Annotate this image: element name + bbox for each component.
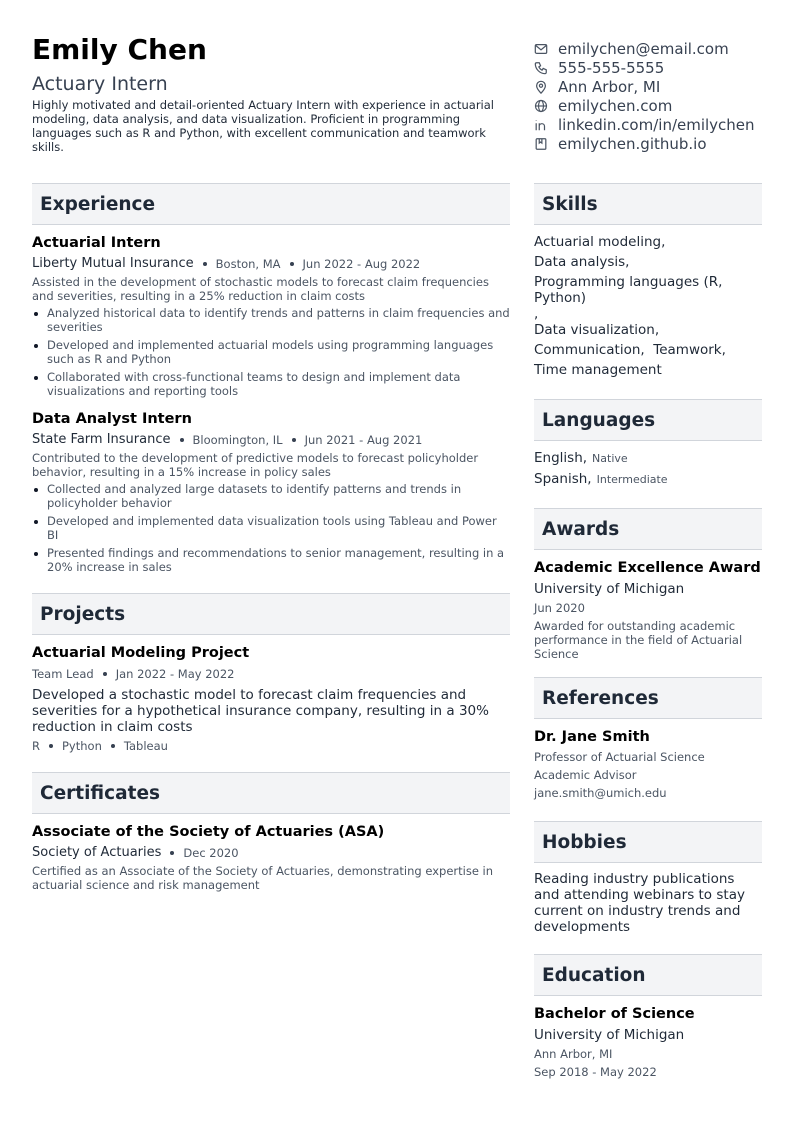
candidate-name: Emily Chen xyxy=(32,33,207,66)
skill-item: Time management xyxy=(534,362,662,378)
company-name: Liberty Mutual Insurance xyxy=(32,256,194,271)
company-name: State Farm Insurance xyxy=(32,432,171,447)
project-description: Developed a stochastic model to forecast claim frequencies and severities for a hypothetical insurance company, resulting in a 30% reduction in claim costs xyxy=(32,687,489,735)
separator-dot xyxy=(292,438,296,442)
section-heading-projects: Projects xyxy=(32,593,510,635)
separator-dot xyxy=(170,851,174,855)
education-dates: Sep 2018 - May 2022 xyxy=(534,1065,657,1079)
skill-item: Programming languages (R, Python) xyxy=(534,274,723,306)
skills-list xyxy=(534,232,762,380)
project-keywords xyxy=(32,739,510,753)
section-heading-references: References xyxy=(534,677,762,719)
job-summary: Contributed to the development of predictive models to forecast policyholder behavior, resulting in a 15% increase in policy sales xyxy=(32,451,479,479)
reference-email[interactable]: jane.smith@umich.edu xyxy=(534,786,667,800)
contact-website[interactable] xyxy=(534,96,774,115)
project-title: Actuarial Modeling Project xyxy=(32,645,250,661)
contact-phone[interactable] xyxy=(534,58,774,77)
phone-icon xyxy=(534,60,550,76)
language-level: Intermediate xyxy=(596,473,668,486)
language-item xyxy=(534,469,762,490)
reference-relation: Academic Advisor xyxy=(534,768,637,782)
main-column xyxy=(32,183,510,892)
experience-entry xyxy=(32,234,510,398)
contact-github-text: emilychen.github.io xyxy=(558,134,707,153)
degree-title: Bachelor of Science xyxy=(534,1006,695,1022)
certificate-issuer: Society of Actuaries xyxy=(32,845,162,860)
section-heading-languages: Languages xyxy=(534,399,762,441)
project-role: Team Lead xyxy=(32,667,94,681)
skill-item: Data visualization, xyxy=(534,322,660,338)
school-location: Ann Arbor, MI xyxy=(534,1047,613,1061)
education-entry xyxy=(534,1005,762,1081)
list-item: Collaborated with cross-functional teams to design and implement data visualizations and reporting tools xyxy=(32,370,510,398)
contact-location-text: Ann Arbor, MI xyxy=(558,77,661,96)
list-item: Collected and analyzed large datasets to identify patterns and trends in policyholder behavior xyxy=(32,482,510,510)
language-name: English, xyxy=(534,450,588,466)
job-location: Boston, MA xyxy=(215,257,281,271)
profile-summary: Highly motivated and detail-oriented Actuary Intern with experience in actuarial modeling, data analysis, and data visualization. Proficient in programming languages such as R and Python, with excellent communication and teamwork skills. xyxy=(32,98,494,154)
list-item: Presented findings and recommendations to senior management, resulting in a 20% increase in sales xyxy=(32,546,510,574)
contact-location xyxy=(534,77,774,96)
section-heading-certificates: Certificates xyxy=(32,772,510,814)
skill-item: Data analysis, xyxy=(534,254,630,270)
job-dates: Jun 2021 - Aug 2021 xyxy=(304,433,423,447)
job-summary: Assisted in the development of stochastic models to forecast claim frequencies and severities, resulting in a 25% reduction in claim costs xyxy=(32,275,489,303)
certificate-meta xyxy=(32,844,510,862)
contact-github[interactable] xyxy=(534,134,774,153)
keyword: Tableau xyxy=(123,739,168,753)
certificate-entry xyxy=(32,823,510,892)
job-title: Actuarial Intern xyxy=(32,235,161,251)
contact-website-text: emilychen.com xyxy=(558,96,673,115)
resume-header xyxy=(32,30,762,160)
sidebar-column xyxy=(534,183,762,1081)
school-name: University of Michigan xyxy=(534,1027,685,1043)
project-entry xyxy=(32,644,510,753)
separator-dot xyxy=(203,262,207,266)
hobbies-text: Reading industry publications and attending webinars to stay current on industry trends and developments xyxy=(534,871,745,935)
award-title: Academic Excellence Award xyxy=(534,560,761,576)
contact-list xyxy=(534,39,774,153)
job-dates: Jun 2022 - Aug 2022 xyxy=(302,257,421,271)
separator-dot xyxy=(111,744,115,748)
award-summary: Awarded for outstanding academic performance in the field of Actuarial Science xyxy=(534,619,743,661)
project-dates: Jan 2022 - May 2022 xyxy=(115,667,235,681)
certificate-summary: Certified as an Associate of the Society of Actuaries, demonstrating expertise in actuarial science and risk management xyxy=(32,864,494,892)
separator-dot xyxy=(49,744,53,748)
map-pin-icon xyxy=(534,79,550,95)
languages-list xyxy=(534,448,762,490)
certificate-date: Dec 2020 xyxy=(183,846,239,860)
language-item xyxy=(534,448,762,469)
reference-name: Dr. Jane Smith xyxy=(534,729,650,745)
separator-dot xyxy=(290,262,294,266)
keyword: R xyxy=(32,739,40,753)
contact-phone-text: 555-555-5555 xyxy=(558,58,665,77)
mail-icon xyxy=(534,41,550,57)
contact-email[interactable] xyxy=(534,39,774,58)
language-level: Native xyxy=(592,452,628,465)
certificate-title: Associate of the Society of Actuaries (ASA) xyxy=(32,824,385,840)
award-awarder: University of Michigan xyxy=(534,581,685,597)
list-item: Analyzed historical data to identify trends and patterns in claim frequencies and severities xyxy=(32,306,510,334)
resume-page xyxy=(32,30,762,1079)
language-name: Spanish, xyxy=(534,471,592,487)
skill-item: Communication, Teamwork, xyxy=(534,342,726,358)
job-highlights xyxy=(32,482,510,574)
job-location: Bloomington, IL xyxy=(192,433,283,447)
section-heading-education: Education xyxy=(534,954,762,996)
award-date: Jun 2020 xyxy=(534,601,585,615)
section-heading-skills: Skills xyxy=(534,183,762,225)
globe-icon xyxy=(534,98,550,114)
keyword: Python xyxy=(62,739,102,753)
bookmark-icon xyxy=(534,136,550,152)
section-heading-experience: Experience xyxy=(32,183,510,225)
reference-entry xyxy=(534,728,762,802)
skill-item: Actuarial modeling, xyxy=(534,234,666,250)
separator-dot xyxy=(103,672,107,676)
contact-email-text: emilychen@email.com xyxy=(558,39,729,58)
job-meta xyxy=(32,255,510,273)
contact-linkedin-text: linkedin.com/in/emilychen xyxy=(558,115,755,134)
award-entry xyxy=(534,559,762,661)
section-heading-awards: Awards xyxy=(534,508,762,550)
experience-entry xyxy=(32,410,510,574)
project-meta xyxy=(32,665,510,683)
separator-dot xyxy=(180,438,184,442)
skill-item: , xyxy=(534,306,539,322)
job-highlights xyxy=(32,306,510,398)
candidate-role: Actuary Intern xyxy=(32,73,168,95)
reference-position: Professor of Actuarial Science xyxy=(534,750,705,764)
list-item: Developed and implemented actuarial models using programming languages such as R and Python xyxy=(32,338,510,366)
job-meta xyxy=(32,431,510,449)
contact-linkedin[interactable] xyxy=(534,115,774,134)
linkedin-icon xyxy=(534,117,550,133)
section-heading-hobbies: Hobbies xyxy=(534,821,762,863)
list-item: Developed and implemented data visualization tools using Tableau and Power BI xyxy=(32,514,510,542)
job-title: Data Analyst Intern xyxy=(32,411,192,427)
